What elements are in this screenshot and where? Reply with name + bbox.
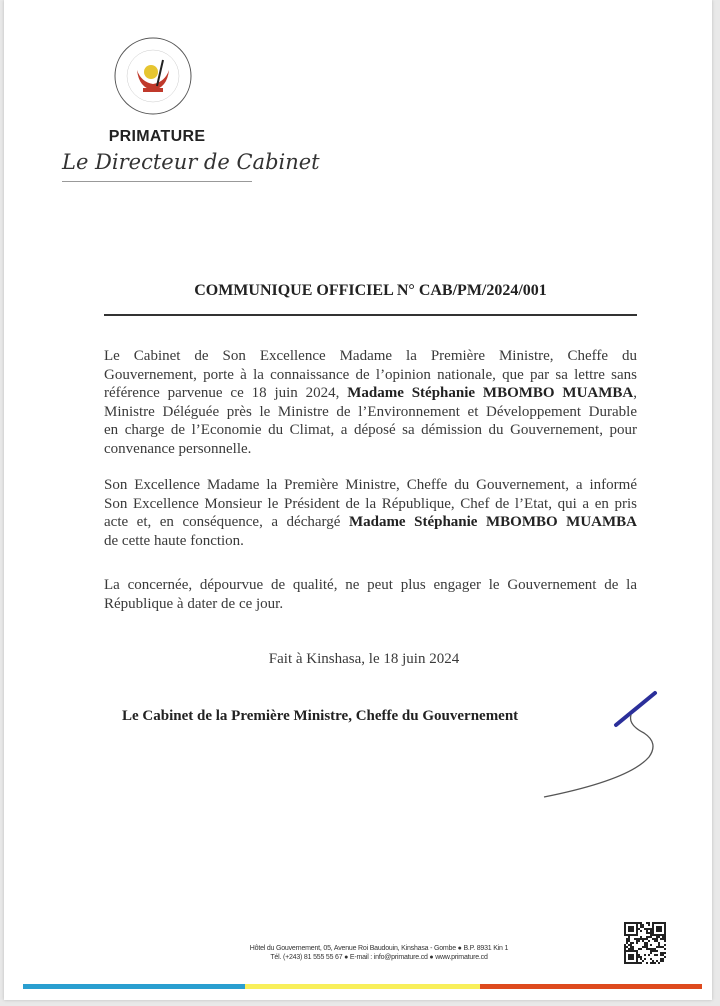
- handwritten-signature: [534, 685, 664, 800]
- qr-code[interactable]: [624, 922, 666, 964]
- office-title: Le Directeur de Cabinet: [62, 150, 320, 174]
- text-line: [104, 384, 637, 403]
- text-segment: République à dater de ce jour.: [104, 595, 284, 612]
- text-segment: Son Excellence Madame la Première Ministre, Cheffe du Gouvernement, a informé: [104, 477, 637, 493]
- text-line: [104, 403, 637, 422]
- footer-contact-line: Tél. (+243) 81 555 55 67 ● E-mail : info@primature.cd ● www.primature.cd: [270, 954, 488, 961]
- text-segment: Le Cabinet de Son Excellence Madame la Première Ministre, Cheffe du: [104, 348, 637, 364]
- text-segment: en charge de l’Economie du Climat, a déposé sa démission du Gouvernement, pour: [104, 422, 637, 438]
- footer-address: Hôtel du Gouvernement, 05, Avenue Roi Baudouin, Kinshasa - Gombe ● B.P. 8931 Kin 1: [249, 945, 509, 952]
- text-line: [104, 366, 637, 385]
- flag-bar-blue: [23, 984, 245, 989]
- text-segment: ,: [633, 385, 637, 401]
- text-line: [104, 421, 637, 440]
- body-paragraph: [104, 476, 637, 550]
- flag-bar-yellow: [245, 984, 480, 989]
- text-segment: La concernée, dépourvue de qualité, ne peut plus engager le Gouvernement de la: [104, 577, 637, 593]
- institution-name: PRIMATURE: [108, 128, 206, 145]
- bold-name: Madame Stéphanie MBOMBO MUAMBA: [348, 514, 637, 530]
- bold-name: Madame Stéphanie MBOMBO MUAMBA: [347, 385, 634, 401]
- text-segment: acte et, en conséquence, a déchargé: [104, 514, 349, 530]
- title-rule: [104, 314, 637, 316]
- text-line: [104, 440, 637, 459]
- text-line: [104, 495, 637, 514]
- communique-title: COMMUNIQUE OFFICIEL N° CAB/PM/2024/001: [194, 282, 547, 299]
- footer-contact: [194, 944, 564, 962]
- document-page: [4, 0, 712, 1000]
- text-segment: Son Excellence Monsieur le Président de la République, Chef de l’Etat, qui a en pris: [104, 495, 637, 512]
- text-segment: référence parvenue ce 18 juin 2024,: [104, 385, 348, 401]
- place-date: Fait à Kinshasa, le 18 juin 2024: [268, 651, 460, 667]
- text-line: [104, 595, 637, 614]
- closing-signatory: Le Cabinet de la Première Ministre, Cheffe du Gouvernement: [122, 708, 519, 724]
- text-line: [104, 532, 637, 551]
- text-segment: convenance personnelle.: [104, 440, 252, 457]
- divider: [62, 181, 252, 182]
- text-segment: Gouvernement, porte à la connaissance de l’opinion nationale, que par sa lettre sans: [104, 366, 637, 383]
- text-line: [104, 476, 637, 495]
- text-segment: de cette haute fonction.: [104, 532, 244, 549]
- body-paragraph: [104, 347, 637, 458]
- text-segment: Ministre Déléguée près le Ministre de l’Environnement et Développement Durable: [104, 403, 637, 420]
- text-line: [104, 576, 637, 595]
- government-seal-logo: [113, 36, 193, 116]
- body-paragraph: [104, 576, 637, 613]
- text-line: [104, 347, 637, 366]
- flag-bar-red: [480, 984, 702, 989]
- text-line: [104, 513, 637, 532]
